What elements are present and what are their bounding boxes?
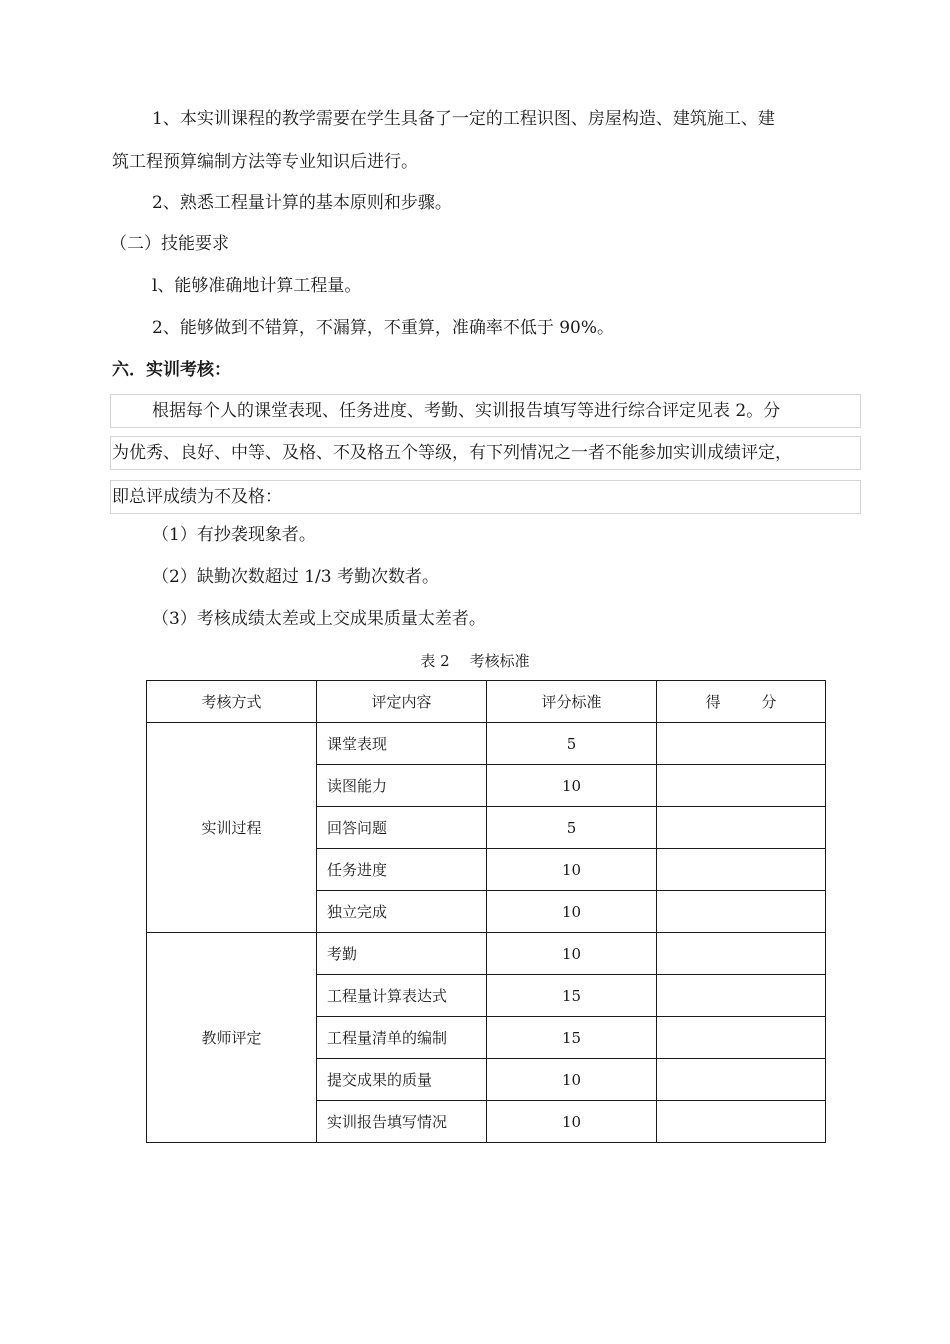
standard-cell: 10 — [487, 891, 657, 933]
content-cell: 独立完成 — [317, 891, 487, 933]
score-cell — [657, 1101, 826, 1143]
table-caption-number: 表 2 — [420, 652, 450, 670]
standard-cell: 10 — [487, 1101, 657, 1143]
score-cell — [657, 975, 826, 1017]
table-row — [147, 933, 826, 975]
assessment-text-2: 为优秀、良好、中等、及格、不及格五个等级，有下列情况之一者不能参加实训成绩评定， — [112, 443, 792, 463]
table-caption — [0, 651, 950, 671]
content-cell: 工程量清单的编制 — [317, 1017, 487, 1059]
standard-cell: 10 — [487, 1059, 657, 1101]
table-row — [147, 723, 826, 765]
condition-item-1: （1）有抄袭现象者。 — [152, 525, 316, 545]
header-content: 评定内容 — [317, 681, 487, 723]
paragraph-knowledge-2: 2、熟悉工程量计算的基本原则和步骤。 — [152, 193, 452, 213]
standard-cell: 15 — [487, 975, 657, 1017]
method-cell: 教师评定 — [147, 933, 317, 1143]
score-cell — [657, 1059, 826, 1101]
score-cell — [657, 807, 826, 849]
header-method: 考核方式 — [147, 681, 317, 723]
content-cell: 工程量计算表达式 — [317, 975, 487, 1017]
standard-cell: 10 — [487, 765, 657, 807]
content-cell: 课堂表现 — [317, 723, 487, 765]
score-cell — [657, 891, 826, 933]
content-cell: 实训报告填写情况 — [317, 1101, 487, 1143]
table-header-row — [147, 681, 826, 723]
table-caption-title: 考核标准 — [469, 652, 530, 670]
header-score: 得 分 — [657, 681, 826, 723]
standard-cell: 5 — [487, 723, 657, 765]
score-cell — [657, 765, 826, 807]
content-cell: 读图能力 — [317, 765, 487, 807]
score-cell — [657, 849, 826, 891]
paragraph-knowledge-1a: 1、本实训课程的教学需要在学生具备了一定的工程识图、房屋构造、建筑施工、建 — [152, 109, 775, 129]
score-cell — [657, 1017, 826, 1059]
content-cell: 考勤 — [317, 933, 487, 975]
content-cell: 回答问题 — [317, 807, 487, 849]
header-standard: 评分标准 — [487, 681, 657, 723]
assessment-text-3: 即总评成绩为不及格： — [112, 487, 282, 507]
score-cell — [657, 723, 826, 765]
section-heading-assessment: 六．实训考核： — [112, 360, 231, 380]
paragraph-skill-2: 2、能够做到不错算，不漏算，不重算，准确率不低于 90%。 — [152, 318, 615, 338]
paragraph-skill-1: l、能够准确地计算工程量。 — [152, 276, 362, 296]
condition-item-2: （2）缺勤次数超过 1/3 考勤次数者。 — [152, 567, 439, 587]
assessment-text-1: 根据每个人的课堂表现、任务进度、考勤、实训报告填写等进行综合评定见表 2。分 — [152, 401, 781, 421]
paragraph-knowledge-1b: 筑工程预算编制方法等专业知识后进行。 — [112, 152, 418, 172]
condition-item-3: （3）考核成绩太差或上交成果质量太差者。 — [152, 609, 486, 629]
content-cell: 提交成果的质量 — [317, 1059, 487, 1101]
standard-cell: 5 — [487, 807, 657, 849]
standard-cell: 10 — [487, 849, 657, 891]
content-cell: 任务进度 — [317, 849, 487, 891]
standard-cell: 15 — [487, 1017, 657, 1059]
score-cell — [657, 933, 826, 975]
assessment-standard-table — [146, 680, 826, 1143]
skill-requirements-heading: （二）技能要求 — [110, 234, 229, 254]
method-cell: 实训过程 — [147, 723, 317, 933]
standard-cell: 10 — [487, 933, 657, 975]
